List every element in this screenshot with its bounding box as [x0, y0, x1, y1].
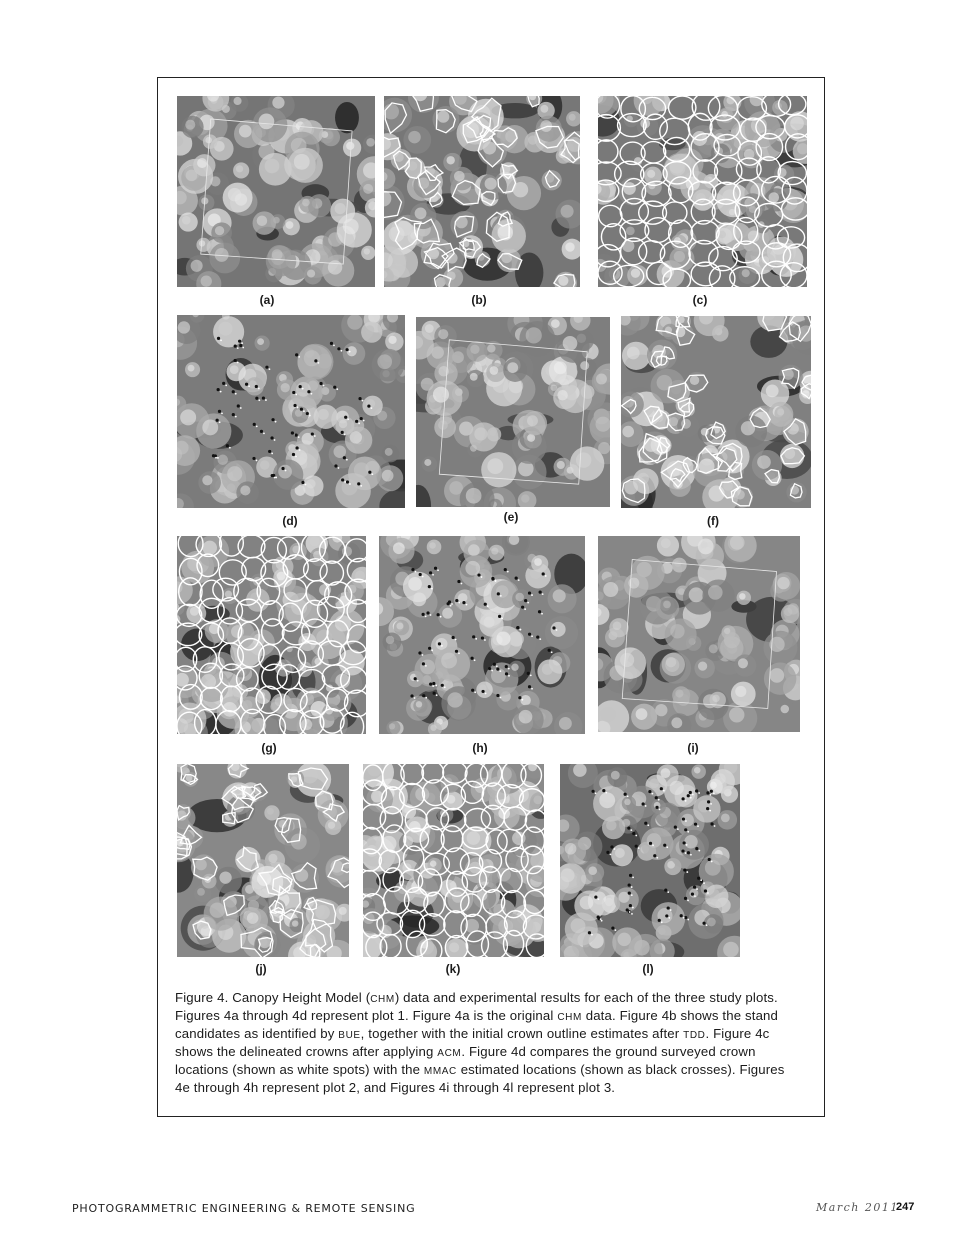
canopy-texture — [177, 764, 349, 957]
canopy-texture — [598, 536, 800, 732]
panel-k-image — [363, 764, 544, 957]
panel-j-image — [177, 764, 349, 957]
canopy-texture — [560, 764, 740, 957]
canopy-texture — [379, 536, 585, 734]
panel-label-f: (f) — [707, 514, 719, 528]
canopy-texture — [177, 536, 366, 734]
journal-name: PHOTOGRAMMETRIC ENGINEERING & REMOTE SENSING — [72, 1202, 416, 1215]
panel-label-e: (e) — [503, 510, 519, 524]
panel-label-i: (i) — [687, 741, 699, 755]
panel-label-b: (b) — [471, 293, 487, 307]
panel-g-image — [177, 536, 366, 734]
panel-label-g: (g) — [261, 741, 277, 755]
panel-h-image — [379, 536, 585, 734]
panel-i-image — [598, 536, 800, 732]
canopy-texture — [363, 764, 544, 957]
canopy-texture — [177, 96, 375, 287]
panel-label-j: (j) — [255, 962, 267, 976]
panel-a-image — [177, 96, 375, 287]
page-number: 247 — [896, 1201, 915, 1213]
issue-date: March 2011 — [816, 1201, 899, 1214]
panel-c-image — [598, 96, 807, 287]
figure-caption: Figure 4. Canopy Height Model (CHM) data and experimental results for each of the three study plots. Figures 4a through 4d represent plot 1. Figure 4a is the original CHM data. Figure 4b shows the stand candidates as identified by BUE, together with the initial crown outline estimates after TDD. Figure 4c shows the delineated crowns after applying ACM. Figure 4d compares the ground surveyed crown locations (shown as white spots) with the MMAC estimated locations (shown as black crosses). Figures 4e through 4h represent plot 2, and Figures 4i through 4l represent plot 3. — [175, 990, 785, 1096]
canopy-texture — [384, 96, 580, 287]
canopy-texture — [177, 315, 405, 508]
canopy-texture — [621, 316, 811, 508]
panel-label-h: (h) — [472, 741, 488, 755]
panel-label-d: (d) — [282, 514, 298, 528]
panel-label-l: (l) — [642, 962, 654, 976]
canopy-texture — [598, 96, 807, 287]
panel-d-image — [177, 315, 405, 508]
canopy-texture — [416, 317, 610, 507]
panel-l-image — [560, 764, 740, 957]
panel-f-image — [621, 316, 811, 508]
panel-b-image — [384, 96, 580, 287]
panel-e-image — [416, 317, 610, 507]
panel-label-k: (k) — [445, 962, 461, 976]
panel-label-c: (c) — [692, 293, 708, 307]
panel-label-a: (a) — [259, 293, 275, 307]
